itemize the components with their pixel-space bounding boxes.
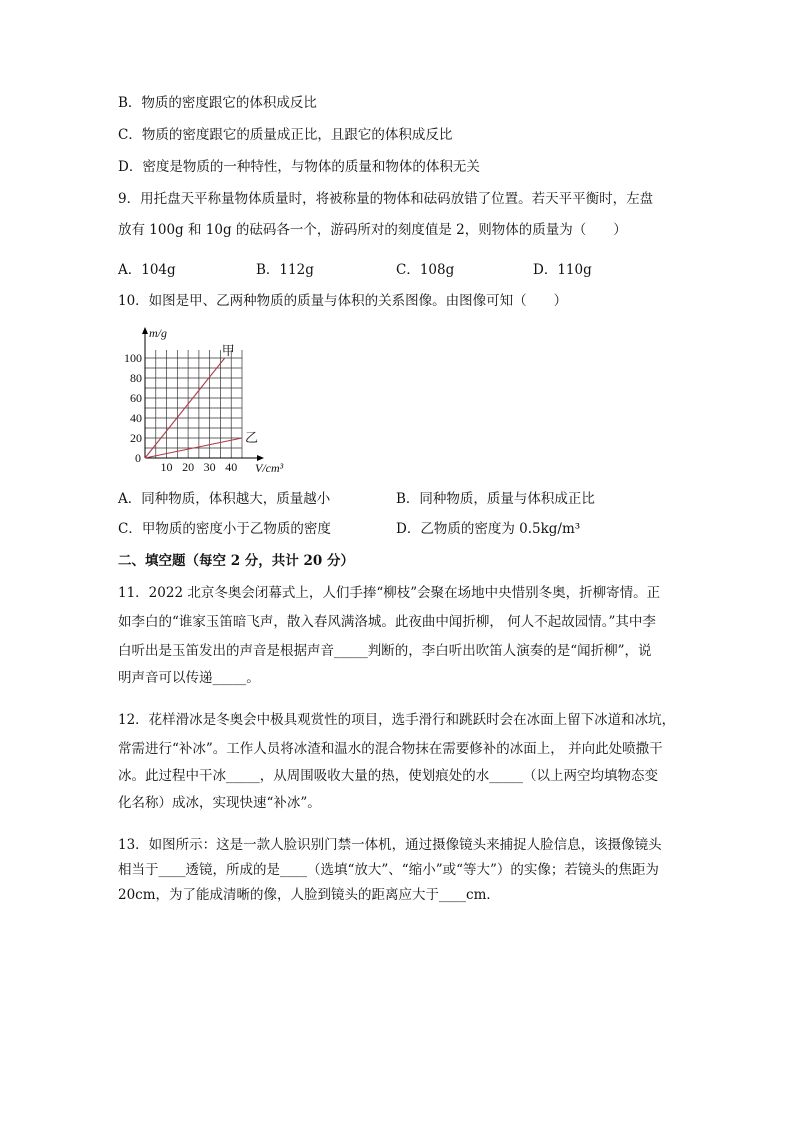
x-tick-label: 10 <box>160 460 173 474</box>
x-tick-label: 20 <box>182 460 195 474</box>
q9-stem-line-1: 9．用托盘天平称量物体质量时，将被称量的物体和砝码放错了位置。若天平平衡时，左盘 <box>118 191 654 207</box>
q11-line-2: 如李白的“谁家玉笛暗飞声，散入春风满洛城。此夜曲中闻折柳， 何人不起故园情。”其中李 <box>118 614 656 630</box>
q13-line-3: 20cm，为了能成清晰的像，人脸到镜头的距离应大于____cm． <box>118 887 500 903</box>
mass-volume-chart <box>118 325 298 475</box>
q10-option-a: A．同种物质，体积越大，质量越小 <box>118 491 331 507</box>
x-tick-label: 30 <box>203 460 216 474</box>
q10-stem: 10．如图是甲、乙两种物质的质量与体积的关系图像。由图像可知（ ） <box>118 293 568 309</box>
q10-option-d: D．乙物质的密度为 0.5kg/m³ <box>396 521 581 537</box>
q12-line-2: 常需进行“补冰”。工作人员将冰渣和温水的混合物抹在需要修补的冰面上， 并向此处喷撒干 <box>118 741 663 757</box>
q10-option-b: B．同种物质，质量与体积成正比 <box>396 491 595 507</box>
q13-line-1: 13．如图所示：这是一款人脸识别门禁一体机，通过摄像镜头来捕捉人脸信息，该摄像镜头 <box>118 837 662 853</box>
q12-line-3: 冰。此过程中干冰_____，从周围吸收大量的热，使划痕处的水_____（以上两空均填物态变 <box>118 768 658 784</box>
q9-stem-line-2: 放有 100g 和 10g 的砝码各一个，游码所对的刻度值是 2，则物体的质量为（ ） <box>118 222 627 238</box>
q8-option-d: D．密度是物质的一种特性，与物体的质量和物体的体积无关 <box>118 159 480 175</box>
q9-option-a: A．104g <box>118 262 176 278</box>
q10-option-c: C．甲物质的密度小于乙物质的密度 <box>118 521 331 537</box>
q8-option-b: B．物质的密度跟它的体积成反比 <box>118 95 317 111</box>
q9-option-b: B．112g <box>256 262 314 278</box>
section-2-title: 二、填空题（每空 2 分，共计 20 分） <box>118 553 354 569</box>
y-tick-label: 40 <box>130 411 142 425</box>
chart-grid <box>145 350 242 458</box>
x-tick-label: 40 <box>225 460 238 474</box>
y-tick-label: 60 <box>130 391 142 405</box>
q8-option-c: C．物质的密度跟它的质量成正比，且跟它的体积成反比 <box>118 127 453 143</box>
series-label-yi: 乙 <box>245 430 259 445</box>
series-label-jia: 甲 <box>221 343 235 358</box>
y-axis-label: m/g <box>149 326 167 340</box>
chart-labels <box>124 326 284 475</box>
y-axis-arrow <box>142 327 148 334</box>
q11-line-1: 11．2022 北京冬奥会闭幕式上，人们手捧“柳枝”会聚在场地中央惜别冬奥，折柳寄情。正 <box>118 585 661 601</box>
origin-label: 0 <box>135 451 141 465</box>
q12-line-4: 化名称）成冰，实现快速“补冰”。 <box>118 795 321 811</box>
q12-line-1: 12．花样滑冰是冬奥会中极具观赏性的项目，选手滑行和跳跃时会在冰面上留下冰道和冰坑， <box>118 712 676 728</box>
q11-line-3: 白听出是玉笛发出的声音是根据声音_____判断的，李白听出吹笛人演奏的是“闻折柳”，说 <box>118 643 652 659</box>
x-axis-label: V/cm³ <box>255 461 284 475</box>
y-tick-label: 100 <box>124 351 142 365</box>
y-tick-label: 20 <box>130 431 142 445</box>
y-tick-label: 80 <box>130 371 142 385</box>
q9-option-c: C．108g <box>396 262 455 278</box>
q9-option-d: D．110g <box>533 262 592 278</box>
q13-line-2: 相当于____透镜，所成的是____（选填“放大”、“缩小”或“等大”）的实像；若镜头的焦距为 <box>118 862 659 878</box>
q11-line-4: 明声音可以传递_____。 <box>118 670 260 686</box>
